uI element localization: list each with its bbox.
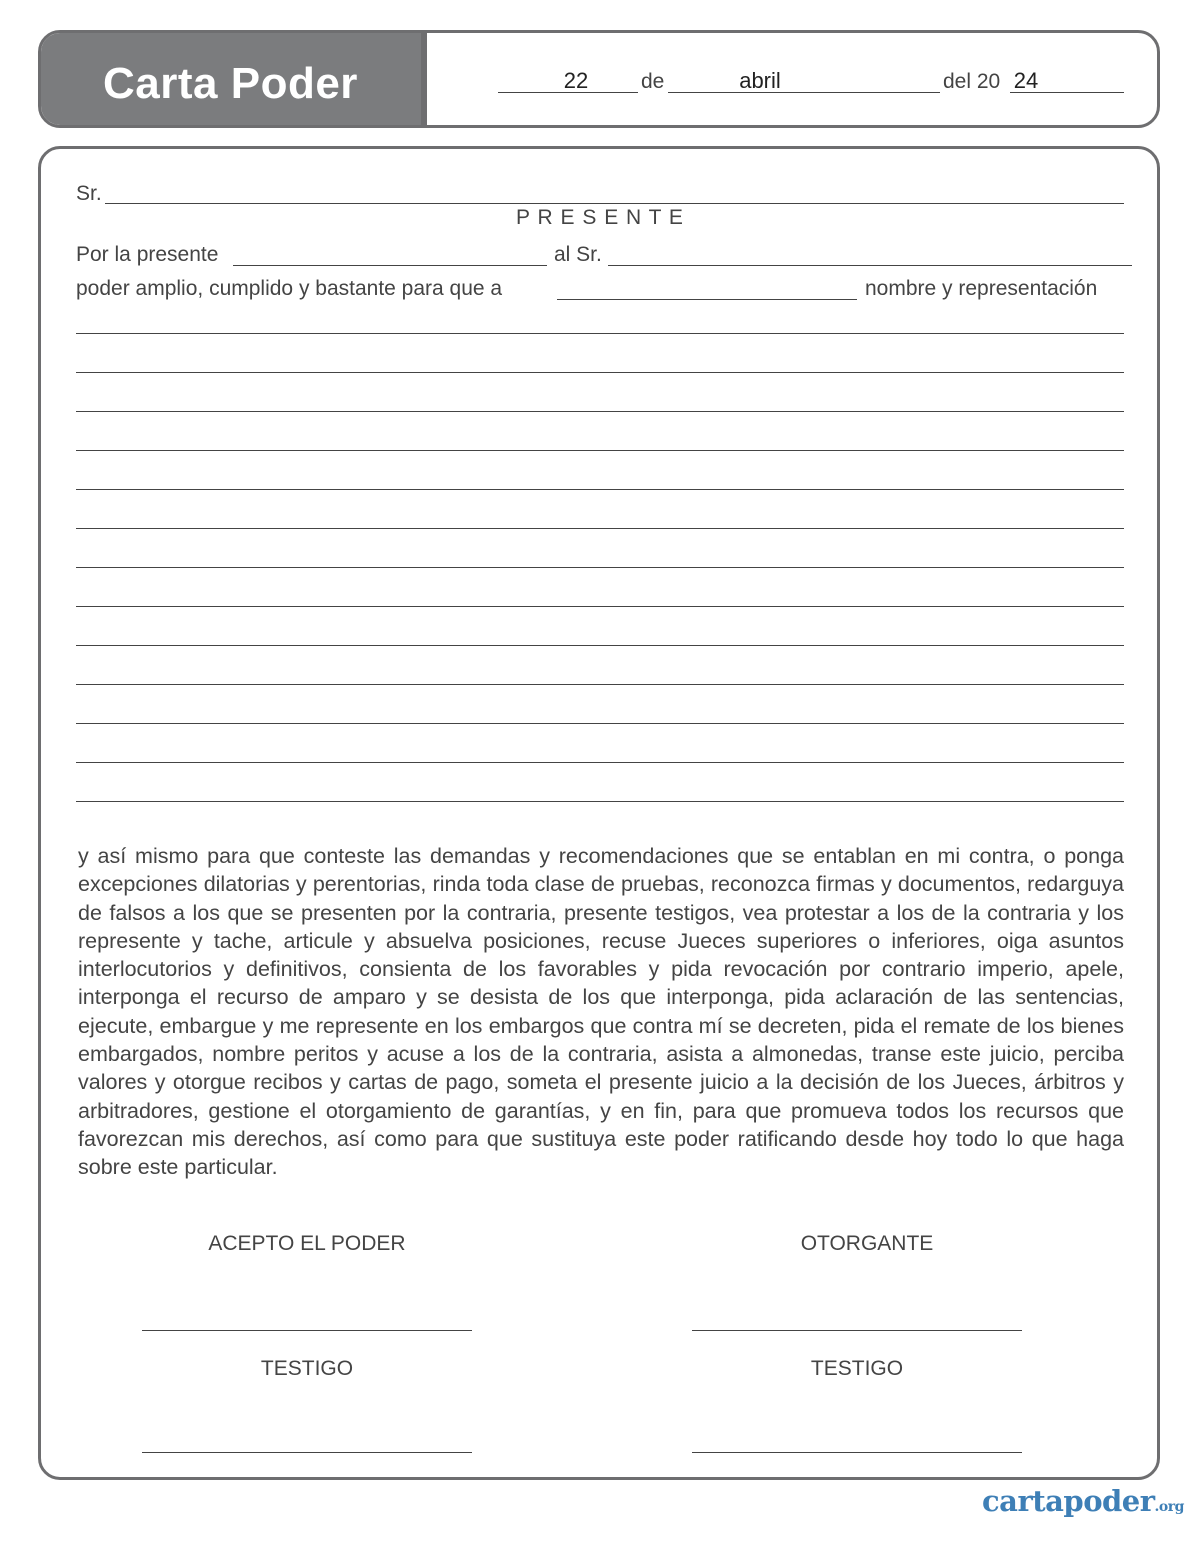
year-value: 24 (1013, 68, 1039, 93)
acepto-signature-line[interactable] (142, 1330, 472, 1331)
day-value: 22 (563, 68, 589, 93)
month-value: abril (739, 68, 781, 93)
poder-text: poder amplio, cumplido y bastante para que a (76, 277, 503, 300)
blank-line[interactable] (76, 450, 1124, 451)
grantor-field[interactable] (233, 265, 547, 266)
sr-name-field[interactable] (105, 203, 1124, 204)
testigo-right-signature-line[interactable] (692, 1452, 1022, 1453)
site-logo[interactable] (982, 1484, 1184, 1518)
blank-line[interactable] (76, 372, 1124, 373)
blank-line[interactable] (76, 489, 1124, 490)
title-block (41, 33, 427, 125)
blank-line[interactable] (76, 528, 1124, 529)
al-sr-label: al Sr. (554, 243, 602, 266)
blank-line[interactable] (76, 645, 1124, 646)
por-la-presente-label: Por la presente (76, 243, 219, 266)
body-box (38, 146, 1160, 1480)
logo-main-text: cartapoder (982, 1484, 1155, 1518)
nombre-text: nombre y representación (865, 277, 1098, 300)
page-title: Carta Poder (103, 59, 358, 108)
testigo-left-label: TESTIGO (260, 1357, 354, 1380)
blank-line[interactable] (76, 606, 1124, 607)
presente-heading: P R E S E N T E (516, 206, 684, 229)
otorgante-label: OTORGANTE (800, 1232, 934, 1255)
powers-paragraph: y así mismo para que conteste las demandas y recomendaciones que se entablan en mi contra, o ponga excepciones dilatorias y perentorias, rinda toda clase de pruebas, reconozca firmas y documentos, redarguya de falsos a los que se presenten por la contraria, presente testigos, vea protestar a los de la contraria y los represente y tache, articule y absuelva posiciones, recuse Jueces superiores o inferiores, oiga asuntos interlocutorios y definitivos, consienta de los favorables y pida revocación por contrario imperio, apele, interponga el recurso de amparo y se desista de los que interponga, pida aclaración de las sentencias, ejecute, embargue y me represente en los embargos que contra mí se decreten, pida el remate de los bienes embargados, nombre peritos y acuse a los de la contraria, asista a almonedas, transe este juicio, perciba valores y otorgue recibos y cartas de pago, someta el presente juicio a la decisión de los Jueces, árbitros y arbitradores, gestione el otorgamiento de garantías, y en fin, para que promueva todos los recursos que favorezcan mis derechos, así como para que sustituya este poder ratificando desde hoy todo lo que haga sobre este particular. (78, 844, 1124, 1180)
logo-ext-text: .org (1154, 1499, 1184, 1515)
acepto-label: ACEPTO EL PODER (208, 1232, 406, 1255)
de-label: de (641, 70, 665, 93)
blank-line[interactable] (76, 333, 1124, 334)
testigo-right-label: TESTIGO (810, 1357, 904, 1380)
blank-line[interactable] (76, 723, 1124, 724)
otorgante-signature-line[interactable] (692, 1330, 1022, 1331)
representative-field[interactable] (557, 299, 857, 300)
blank-line[interactable] (76, 411, 1124, 412)
blank-line[interactable] (76, 801, 1124, 802)
grantee-field[interactable] (608, 265, 1132, 266)
year-prefix: del 20 (943, 70, 1001, 93)
blank-line[interactable] (76, 567, 1124, 568)
testigo-left-signature-line[interactable] (142, 1452, 472, 1453)
blank-line[interactable] (76, 762, 1124, 763)
sr-label: Sr. (76, 182, 102, 205)
month-underline[interactable] (668, 92, 940, 93)
blank-line[interactable] (76, 684, 1124, 685)
